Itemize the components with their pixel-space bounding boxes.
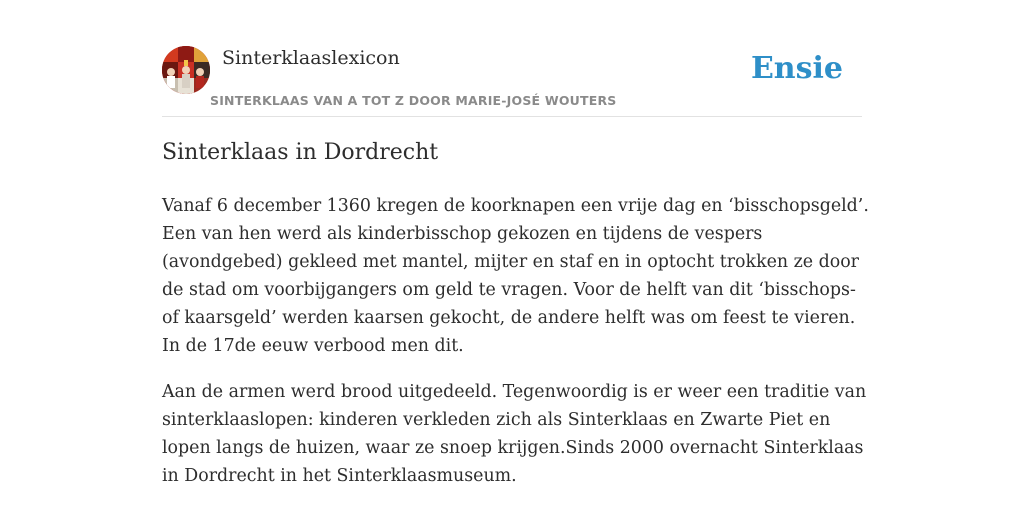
article-paragraph: Aan de armen werd brood uitgedeeld. Tegenwoordig is er weer een traditie van sinterklaaslopen: kinderen verkleden zich als Sinterklaas en Zwarte Piet en lopen langs de huizen, waar ze snoep krijgen.Sinds 2000 overnacht Sinterklaas in Dordrecht in het Sinterklaasmuseum. [162,382,867,486]
article-paragraph: Vanaf 6 december 1360 kregen de koorknapen een vrije dag en ‘bisschopsgeld’. Een van hen werd als kinderbisschop gekozen en tijdens de vespers (avondgebed) gekleed met mantel, mijter en staf en in optocht trokken ze door de stad om voorbijgangers om geld te vragen. Voor de helft van dit ‘bisschops- of kaarsgeld’ werden kaarsen gekocht, de andere helft was om feest te vieren. In de 17de eeuw verbood men dit. [162,196,869,356]
header [162,46,862,117]
site-name[interactable]: Sinterklaaslexicon [222,47,400,69]
site-tagline: SINTERKLAAS VAN A TOT Z DOOR MARIE-JOSÉ WOUTERS [210,93,617,108]
article-body [162,192,874,508]
avatar[interactable] [162,46,210,94]
article-title: Sinterklaas in Dordrecht [162,140,439,165]
brand-logo[interactable]: Ensie [750,51,843,86]
sinterklaas-collage-avatar-icon [162,46,210,94]
